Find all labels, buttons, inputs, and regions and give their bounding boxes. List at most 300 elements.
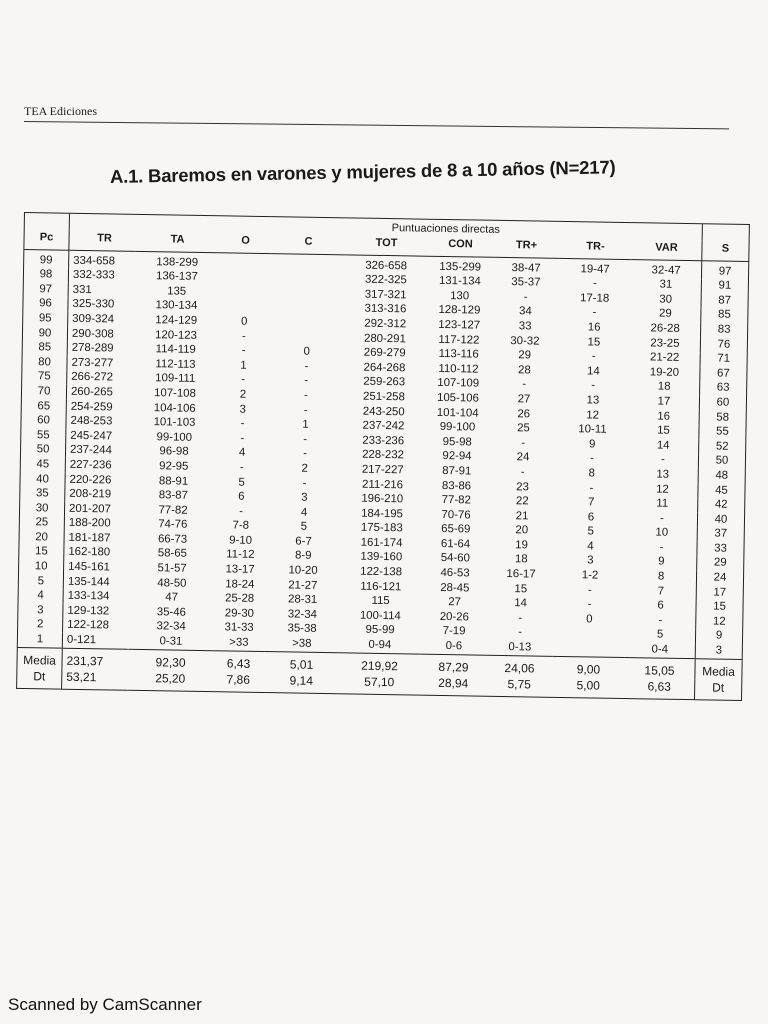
cell-tot: 139-160 xyxy=(360,551,403,564)
stat-pc: Dt xyxy=(17,668,62,689)
cell-tr: 309-324 xyxy=(72,312,115,326)
cell-tr-plus: - xyxy=(518,626,523,639)
cell-tr-minus: 15 xyxy=(587,335,601,349)
cell-ta: 135 xyxy=(167,285,187,298)
cell-tr-minus: 17-18 xyxy=(579,292,610,305)
cell-c: - xyxy=(304,360,309,373)
cell-tr-plus: 15 xyxy=(514,582,528,596)
cell-var: 6 xyxy=(625,599,696,615)
cell-tr-plus: 26 xyxy=(517,407,531,420)
cell-tot: 243-250 xyxy=(362,405,405,418)
cell-tot: 217-227 xyxy=(361,463,404,477)
cell-tr-plus: 34 xyxy=(518,305,532,318)
cell-ta: 47 xyxy=(165,591,179,604)
cell-tr-plus: 30-32 xyxy=(510,334,540,348)
cell-o xyxy=(219,271,271,286)
cell-tr: 248-253 xyxy=(70,414,113,428)
stat-tot: 219,92 xyxy=(338,653,420,675)
cell-c: 5 xyxy=(300,520,308,534)
cell-var: - xyxy=(626,540,697,556)
stat-ta: 92,30 xyxy=(128,649,212,671)
cell-s: 3 xyxy=(715,644,723,657)
cell-tr-plus: 25 xyxy=(517,422,530,435)
stat-var: 6,63 xyxy=(624,678,695,700)
cell-s: 63 xyxy=(716,381,730,395)
column-header-s: S xyxy=(702,240,749,261)
cell-tr: 331 xyxy=(72,283,92,296)
cell-s: 45 xyxy=(715,483,728,497)
cell-tr: 227-236 xyxy=(69,458,112,472)
cell-pc: 1 xyxy=(17,632,62,648)
cell-con: 61-64 xyxy=(440,537,471,551)
cell-con: 131-134 xyxy=(438,275,481,288)
cell-con: 0-6 xyxy=(445,640,463,653)
cell-o xyxy=(219,253,271,272)
cell-o: 7-8 xyxy=(232,519,250,533)
stat-o: 7,86 xyxy=(226,672,251,687)
cell-o: 25-28 xyxy=(224,592,255,606)
cell-s: 29 xyxy=(713,556,727,570)
cell-ta: 35-46 xyxy=(156,606,187,619)
cell-tr: 0-121 xyxy=(66,633,97,647)
norms-table xyxy=(16,212,750,701)
cell-pc: 4 xyxy=(18,589,63,604)
column-header-o: O xyxy=(219,232,271,253)
cell-s: 55 xyxy=(716,425,729,438)
cell-tr-plus: 0-13 xyxy=(508,641,532,654)
cell-tr: 181-187 xyxy=(68,531,111,545)
cell-tr-plus: 19 xyxy=(515,539,528,552)
cell-tot: 161-174 xyxy=(360,536,403,550)
cell-o: 5 xyxy=(238,476,245,489)
cell-ta: 32-34 xyxy=(156,620,186,634)
cell-ta: 138-299 xyxy=(156,255,199,269)
cell-tr-plus: 24 xyxy=(516,451,530,464)
cell-tr-plus: 27 xyxy=(517,393,531,406)
cell-o: 9-10 xyxy=(229,534,253,547)
cell-tot: 100-114 xyxy=(359,609,401,623)
cell-s: 42 xyxy=(714,498,728,511)
cell-c xyxy=(270,330,344,346)
cell-tr: 266-272 xyxy=(71,371,114,384)
cell-c: 8-9 xyxy=(294,550,312,563)
cell-tr-minus: 12 xyxy=(586,408,600,422)
cell-var: 0-4 xyxy=(625,642,696,658)
cell-tot: 233-236 xyxy=(362,434,405,448)
header-rule xyxy=(24,121,729,129)
cell-ta: 58-65 xyxy=(157,547,188,561)
stat-tr-plus: 24,06 xyxy=(486,655,552,677)
cell-con: 28-45 xyxy=(440,581,470,595)
cell-tr-plus: - xyxy=(522,378,527,391)
stat-con: 28,94 xyxy=(438,675,469,691)
cell-o: 4 xyxy=(238,446,246,460)
cell-s: 12 xyxy=(712,615,726,628)
cell-tr-minus: - xyxy=(592,306,597,319)
cell-tr: 278-289 xyxy=(71,341,114,355)
super-header: Puntuaciones directas xyxy=(69,213,702,240)
column-header-tr-minus: TR- xyxy=(559,238,631,260)
cell-pc: 75 xyxy=(22,370,67,385)
cell-var: 8 xyxy=(626,570,697,586)
stat-s: Media xyxy=(695,659,742,680)
cell-ta: 101-103 xyxy=(153,416,196,429)
cell-tot: 326-658 xyxy=(365,259,408,272)
cell-var: 14 xyxy=(628,438,699,454)
cell-s: 48 xyxy=(715,469,729,482)
stat-c: 5,01 xyxy=(264,652,338,674)
cell-pc: 96 xyxy=(23,297,68,312)
stat-ta: 25,20 xyxy=(155,671,186,686)
cell-tot: 228-232 xyxy=(362,448,405,462)
cell-con: 7-19 xyxy=(442,625,466,638)
cell-con: 105-106 xyxy=(436,391,479,405)
cell-var: 32-47 xyxy=(631,260,702,279)
cell-c: 28-31 xyxy=(287,593,318,607)
cell-pc: 85 xyxy=(22,341,67,356)
column-header-pc: Pc xyxy=(24,229,69,250)
cell-tr: 334-658 xyxy=(73,254,116,268)
cell-tr: 290-308 xyxy=(71,327,114,341)
cell-s: 50 xyxy=(715,454,729,468)
cell-tot: 292-312 xyxy=(364,317,407,331)
cell-tr-plus: 38-47 xyxy=(511,261,541,275)
cell-s: 97 xyxy=(718,265,732,278)
cell-c xyxy=(270,301,344,317)
cell-con: 130 xyxy=(450,289,470,303)
cell-tr: 188-200 xyxy=(68,517,111,530)
cell-tot: 122-138 xyxy=(360,565,403,579)
stat-pc: Media xyxy=(17,647,62,668)
cell-con: 113-116 xyxy=(438,348,479,361)
cell-pc: 5 xyxy=(18,574,63,589)
cell-c: - xyxy=(303,404,308,417)
cell-con: 20-26 xyxy=(439,610,470,624)
cell-var: 7 xyxy=(626,584,697,600)
cell-tot: 269-279 xyxy=(363,346,406,360)
cell-tr-minus: 4 xyxy=(587,540,594,553)
cell-o: 18-24 xyxy=(225,578,255,591)
cell-pc: 70 xyxy=(21,384,66,399)
cell-tot: 116-121 xyxy=(360,580,402,593)
cell-tr: 133-134 xyxy=(67,590,110,603)
cell-tr-minus: - xyxy=(589,481,594,494)
cell-s: 83 xyxy=(717,323,731,336)
cell-var: 12 xyxy=(627,482,698,498)
cell-ta: 51-57 xyxy=(157,562,187,575)
cell-var: - xyxy=(627,511,698,527)
cell-tr-plus: 20 xyxy=(515,524,529,537)
cell-o: - xyxy=(241,330,246,343)
cell-pc: 25 xyxy=(19,516,64,531)
cell-s: 85 xyxy=(717,308,731,322)
cell-tot: 211-216 xyxy=(361,478,404,491)
cell-o: 6 xyxy=(238,490,245,503)
cell-con: 123-127 xyxy=(438,318,481,332)
cell-ta: 88-91 xyxy=(158,474,189,488)
cell-var: 30 xyxy=(631,292,702,308)
cell-tr-minus: 9 xyxy=(588,438,596,451)
cell-c: - xyxy=(304,375,309,388)
cell-tr-minus: 5 xyxy=(587,525,595,538)
cell-tot: 264-268 xyxy=(363,361,406,375)
cell-var: 18 xyxy=(629,380,700,396)
cell-tr-minus: - xyxy=(587,584,592,597)
cell-o: - xyxy=(241,373,246,387)
stat-tot: 57,10 xyxy=(364,674,395,690)
cell-c: 3 xyxy=(301,491,308,504)
column-header-c: C xyxy=(271,233,345,255)
cell-tr: 245-247 xyxy=(70,429,113,443)
stat-s: Dt xyxy=(712,680,725,695)
cell-s: 17 xyxy=(713,586,727,599)
cell-var: 16 xyxy=(629,409,700,425)
cell-o xyxy=(218,300,270,315)
stat-tr-minus: 9,00 xyxy=(552,656,624,678)
cell-con: 92-94 xyxy=(442,450,472,463)
cell-o: 0 xyxy=(240,315,248,328)
cell-con: 110-112 xyxy=(438,362,479,376)
cell-ta: 112-113 xyxy=(155,357,196,371)
cell-tr-plus: 21 xyxy=(515,509,529,523)
cell-o: - xyxy=(240,432,245,445)
cell-ta: 77-82 xyxy=(158,503,188,517)
cell-tr-minus xyxy=(553,641,625,657)
cell-tr-minus: 19-47 xyxy=(580,262,610,276)
cell-ta: 74-76 xyxy=(158,518,188,532)
cell-pc: 50 xyxy=(20,443,65,458)
cell-var: 15 xyxy=(628,424,699,440)
cell-o: 1 xyxy=(240,359,247,372)
cell-var: 17 xyxy=(629,394,700,410)
cell-ta: 104-106 xyxy=(153,401,196,415)
cell-s: 52 xyxy=(715,440,729,453)
scanner-watermark: Scanned by CamScanner xyxy=(8,995,202,1014)
cell-s: 58 xyxy=(716,411,730,424)
cell-tot: 317-321 xyxy=(364,288,407,302)
cell-pc: 15 xyxy=(19,545,64,560)
cell-tot: 322-325 xyxy=(364,273,407,287)
cell-con: 128-129 xyxy=(438,304,481,317)
stat-tr-plus: 5,75 xyxy=(507,677,532,692)
cell-pc: 98 xyxy=(23,268,68,283)
cell-tot: 184-195 xyxy=(361,507,404,521)
cell-tot: 115 xyxy=(371,595,390,608)
cell-c: 2 xyxy=(301,462,309,475)
cell-var: - xyxy=(628,453,699,469)
cell-tr-minus: - xyxy=(589,452,594,465)
cell-o: 3 xyxy=(239,403,247,416)
cell-con: 83-86 xyxy=(441,479,472,492)
stat-tr: 231,37 xyxy=(62,648,129,670)
stat-con: 87,29 xyxy=(420,654,486,676)
column-header-tr: TR xyxy=(69,230,136,252)
cell-c xyxy=(270,315,344,331)
publisher-header: TEA Ediciones xyxy=(24,104,97,118)
cell-tr: 237-244 xyxy=(69,444,112,457)
cell-tr-plus: - xyxy=(520,466,525,479)
cell-tr-minus: 14 xyxy=(586,365,600,378)
cell-c: 35-38 xyxy=(287,622,317,636)
cell-pc: 80 xyxy=(22,355,67,370)
cell-tr: 145-161 xyxy=(68,560,111,574)
stat-tr-minus: 5,00 xyxy=(576,678,601,693)
stat-tr: 53,21 xyxy=(66,669,97,685)
cell-s: 15 xyxy=(713,600,726,613)
cell-con: 54-60 xyxy=(440,552,470,565)
table-title: A.1. Baremos en varones y mujeres de 8 a 10 años (N=217) xyxy=(109,156,616,187)
cell-con: 107-109 xyxy=(437,377,480,390)
column-header-tr-plus: TR+ xyxy=(493,237,559,259)
column-header-tot: TOT xyxy=(345,234,427,256)
cell-s: 37 xyxy=(714,527,728,540)
stat-var: 15,05 xyxy=(624,658,695,680)
cell-tr-minus: 16 xyxy=(587,321,601,334)
cell-o: - xyxy=(239,461,244,474)
cell-tot: 280-291 xyxy=(363,332,406,345)
cell-tr-plus: 33 xyxy=(518,320,532,333)
cell-var: 29 xyxy=(630,307,701,323)
cell-tot: 237-242 xyxy=(362,419,405,433)
cell-pc: 30 xyxy=(19,501,64,516)
cell-s: 67 xyxy=(716,367,730,380)
cell-ta: 114-119 xyxy=(155,343,196,357)
cell-con: 87-91 xyxy=(442,464,472,478)
cell-o: 13-17 xyxy=(225,563,255,576)
cell-c: 21-27 xyxy=(288,579,318,592)
cell-ta: 96-98 xyxy=(159,445,189,459)
cell-pc: 45 xyxy=(20,457,65,472)
cell-tr-minus: - xyxy=(591,379,596,392)
cell-tr-minus: 7 xyxy=(587,496,595,509)
cell-tr: 273-277 xyxy=(71,356,114,370)
cell-ta: 92-95 xyxy=(159,460,189,473)
cell-tr-plus: 16-17 xyxy=(506,568,536,581)
cell-tr: 325-330 xyxy=(72,298,115,311)
cell-c: 10-20 xyxy=(288,564,318,577)
cell-ta: 66-73 xyxy=(157,533,188,546)
cell-tr-minus: 0 xyxy=(586,613,593,626)
cell-tr-plus: 29 xyxy=(518,349,532,362)
cell-tr-minus: 6 xyxy=(587,511,595,524)
cell-tr-minus: 1-2 xyxy=(581,569,599,582)
cell-c xyxy=(271,286,345,302)
cell-pc: 40 xyxy=(20,472,65,487)
cell-c: - xyxy=(302,477,307,490)
cell-tr-plus: 14 xyxy=(514,597,528,610)
cell-tr-plus: - xyxy=(521,436,526,450)
cell-tot: 259-263 xyxy=(363,375,406,389)
cell-o: - xyxy=(239,505,244,518)
cell-tr-minus: - xyxy=(591,350,596,363)
cell-c: - xyxy=(303,433,308,446)
cell-o: - xyxy=(241,344,246,357)
cell-con: 77-82 xyxy=(441,494,471,507)
cell-tr: 135-144 xyxy=(67,575,110,589)
cell-pc: 20 xyxy=(19,530,64,545)
cell-pc: 99 xyxy=(24,250,69,269)
stat-c: 9,14 xyxy=(289,673,314,688)
cell-tot: 313-316 xyxy=(364,303,407,316)
cell-tr-plus: - xyxy=(518,612,523,625)
cell-s: 76 xyxy=(717,338,731,351)
cell-tot: 0-94 xyxy=(368,638,392,652)
cell-var: - xyxy=(625,613,696,629)
cell-var: 31 xyxy=(631,278,702,294)
cell-var: 10 xyxy=(627,526,698,542)
stat-o: 6,43 xyxy=(212,651,264,672)
cell-tr-minus: - xyxy=(587,598,592,611)
cell-ta: 136-137 xyxy=(155,270,198,284)
cell-tr-plus: - xyxy=(523,291,528,304)
cell-ta: 120-123 xyxy=(154,328,197,342)
cell-tr: 254-259 xyxy=(70,400,113,414)
cell-s: 87 xyxy=(718,294,732,307)
cell-var: 9 xyxy=(626,555,697,571)
cell-tot: 251-258 xyxy=(362,390,405,404)
cell-c: 1 xyxy=(302,418,309,431)
cell-tr-minus: 3 xyxy=(587,554,594,567)
cell-o: 11-12 xyxy=(226,548,255,562)
cell-o xyxy=(219,285,271,300)
cell-c: 0 xyxy=(303,345,310,358)
cell-pc: 65 xyxy=(21,399,66,414)
cell-c: 32-34 xyxy=(287,608,318,621)
cell-tr-plus: 28 xyxy=(518,363,531,377)
cell-tr-minus: - xyxy=(592,277,597,290)
cell-tr-plus: 23 xyxy=(516,480,529,493)
cell-o: - xyxy=(240,417,245,430)
cell-con: 117-122 xyxy=(438,333,480,347)
cell-con: 27 xyxy=(448,596,462,609)
cell-s: 40 xyxy=(714,513,728,526)
cell-o: 29-30 xyxy=(224,607,255,620)
cell-c: 6-7 xyxy=(295,535,312,548)
cell-var: 5 xyxy=(625,628,696,644)
cell-o: >33 xyxy=(229,636,249,649)
cell-c xyxy=(271,272,345,288)
cell-ta: 48-50 xyxy=(157,576,187,590)
cell-s: 24 xyxy=(713,571,727,584)
cell-tr: 201-207 xyxy=(68,502,111,516)
cell-pc: 97 xyxy=(23,282,68,297)
cell-s: 71 xyxy=(717,352,731,365)
cell-tr: 220-226 xyxy=(69,473,112,486)
cell-tot: 95-99 xyxy=(365,624,395,637)
cell-s: 60 xyxy=(716,396,730,409)
cell-s: 9 xyxy=(715,629,723,643)
cell-tr-minus xyxy=(553,627,625,643)
column-header-con: CON xyxy=(427,236,493,258)
cell-var: 26-28 xyxy=(630,321,701,337)
cell-pc: 10 xyxy=(18,559,63,574)
column-header-var: VAR xyxy=(631,239,702,261)
cell-tr-minus: 13 xyxy=(586,394,600,407)
cell-ta: 124-129 xyxy=(155,314,198,327)
cell-con: 65-69 xyxy=(441,523,471,536)
cell-pc: 60 xyxy=(21,414,66,429)
cell-c: >38 xyxy=(292,637,312,650)
cell-o: 2 xyxy=(239,388,247,401)
cell-tr-plus: 22 xyxy=(515,495,529,508)
cell-con: 135-299 xyxy=(439,260,482,274)
cell-con: 95-98 xyxy=(442,435,472,449)
cell-tr: 129-132 xyxy=(67,604,110,618)
cell-pc: 55 xyxy=(21,428,66,443)
cell-tr: 332-333 xyxy=(72,269,115,282)
cell-ta: 107-108 xyxy=(154,387,197,400)
cell-c: 4 xyxy=(300,506,308,519)
